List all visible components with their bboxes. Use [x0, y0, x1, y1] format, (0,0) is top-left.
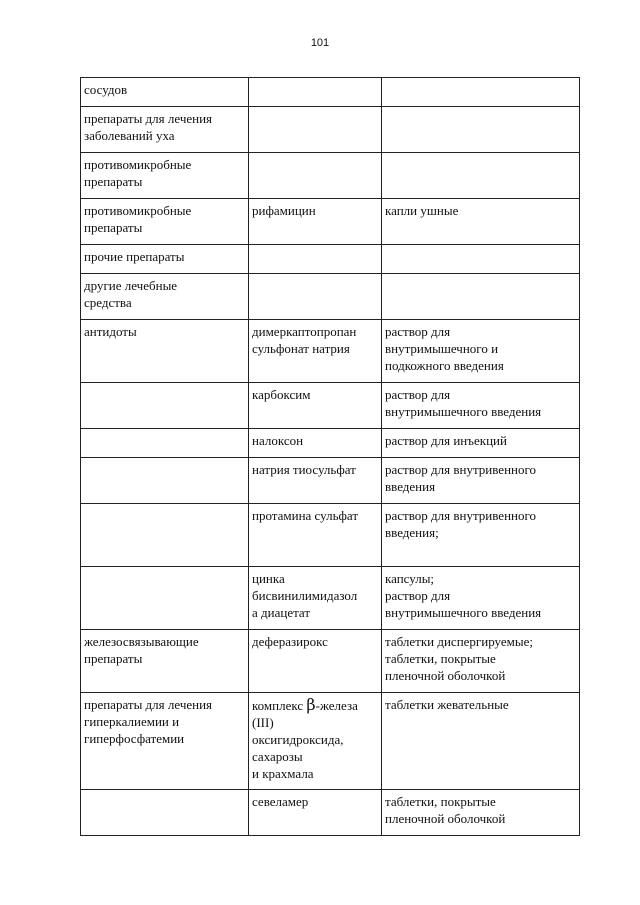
table-cell-drug: деферазирокс: [249, 630, 382, 693]
beta-symbol: β: [306, 695, 316, 714]
table-cell-group: [81, 504, 249, 567]
table-row: [81, 199, 580, 245]
table-row: [81, 790, 580, 836]
table-cell-drug: [249, 693, 382, 790]
table-cell-group: железосвязывающие препараты: [81, 630, 249, 693]
table-cell-form: таблетки жевательные: [382, 693, 580, 790]
table-row: [81, 383, 580, 429]
table-row: [81, 245, 580, 274]
table-cell-group: другие лечебные средства: [81, 274, 249, 320]
table-cell-group: противомикробные препараты: [81, 199, 249, 245]
table-cell-group: [81, 790, 249, 836]
table-cell-form: [382, 107, 580, 153]
page-number: 101: [310, 37, 330, 49]
table-cell-form: таблетки, покрытые пленочной оболочкой: [382, 790, 580, 836]
table-cell-group: [81, 567, 249, 630]
table-cell-form: таблетки диспергируемые; таблетки, покрытые пленочной оболочкой: [382, 630, 580, 693]
table-cell-drug: натрия тиосульфат: [249, 458, 382, 504]
table-cell-drug: [249, 153, 382, 199]
table-cell-group: [81, 383, 249, 429]
table-row: [81, 429, 580, 458]
table-cell-drug: рифамицин: [249, 199, 382, 245]
table-cell-group: препараты для лечения гиперкалиемии и гиперфосфатемии: [81, 693, 249, 790]
table-cell-group: сосудов: [81, 78, 249, 107]
table-cell-group: [81, 429, 249, 458]
table-cell-drug: протамина сульфат: [249, 504, 382, 567]
table-cell-form: [382, 153, 580, 199]
table-row: [81, 320, 580, 383]
table-cell-group: [81, 458, 249, 504]
table-cell-form: раствор для внутримышечного и подкожного введения: [382, 320, 580, 383]
table-cell-form: капли ушные: [382, 199, 580, 245]
table-cell-form: раствор для внутримышечного введения: [382, 383, 580, 429]
table-cell-drug: [249, 274, 382, 320]
table-cell-form: [382, 274, 580, 320]
table-cell-drug: димеркаптопропан сульфонат натрия: [249, 320, 382, 383]
drug-name-prefix: комплекс: [252, 698, 307, 713]
table-cell-group: препараты для лечения заболеваний уха: [81, 107, 249, 153]
table-row: [81, 504, 580, 567]
table-cell-group: антидоты: [81, 320, 249, 383]
table-cell-drug: [249, 245, 382, 274]
table-cell-form: раствор для инъекций: [382, 429, 580, 458]
table-cell-form: раствор для внутривенного введения: [382, 458, 580, 504]
table-row: [81, 153, 580, 199]
table-cell-form: [382, 78, 580, 107]
table-row: [81, 567, 580, 630]
table-cell-drug: [249, 78, 382, 107]
table-cell-drug: цинка бисвинилимидазол а диацетат: [249, 567, 382, 630]
table-cell-form: капсулы; раствор для внутримышечного введения: [382, 567, 580, 630]
table-cell-drug: [249, 107, 382, 153]
table-row: [81, 458, 580, 504]
table-row: [81, 630, 580, 693]
table-cell-drug: севеламер: [249, 790, 382, 836]
table-cell-drug: карбоксим: [249, 383, 382, 429]
table-row: [81, 107, 580, 153]
table-row: [81, 693, 580, 790]
table-row: [81, 78, 580, 107]
drug-table: [80, 77, 580, 836]
table-cell-drug: налоксон: [249, 429, 382, 458]
table-cell-form: раствор для внутривенного введения;: [382, 504, 580, 567]
table-cell-group: противомикробные препараты: [81, 153, 249, 199]
table-row: [81, 274, 580, 320]
drug-name-suffix: -железа (III) оксигидроксида, сахарозы и крахмала: [252, 698, 358, 781]
table-cell-form: [382, 245, 580, 274]
table-cell-group: прочие препараты: [81, 245, 249, 274]
